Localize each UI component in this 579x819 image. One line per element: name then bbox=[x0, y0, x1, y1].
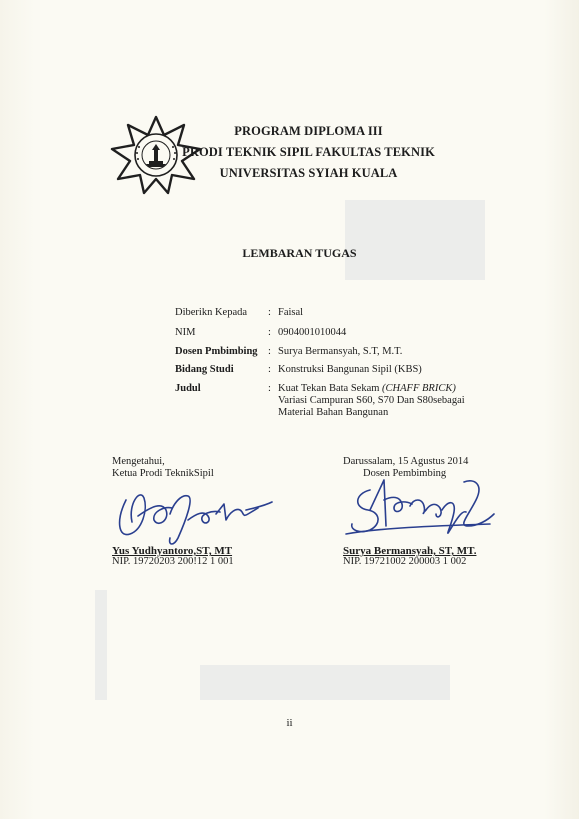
right-signatory-name: Surya Bermansyah, ST, MT. bbox=[343, 545, 477, 557]
field-separator: : bbox=[268, 383, 271, 394]
field-separator: : bbox=[268, 364, 271, 375]
right-signatory-nip: NIP. 19721002 200003 1 002 bbox=[343, 556, 467, 567]
field-separator: : bbox=[268, 346, 271, 357]
left-handwritten-signature bbox=[108, 480, 283, 552]
title-line: Variasi Campuran S60, S70 Dan S80sebagai bbox=[278, 395, 465, 406]
field-label: Bidang Studi bbox=[175, 364, 234, 375]
head-of-program-label: Ketua Prodi TeknikSipil bbox=[112, 468, 214, 479]
right-handwritten-signature bbox=[340, 470, 500, 550]
left-signatory-nip: NIP. 19720203 200!12 1 001 bbox=[112, 556, 234, 567]
field-value: 0904001010044 bbox=[278, 327, 347, 338]
field-separator: : bbox=[268, 307, 271, 318]
acknowledged-label: Mengetahui, bbox=[112, 456, 165, 467]
field-value: Surya Bermansyah, S.T, M.T. bbox=[278, 346, 403, 357]
place-date: Darussalam, 15 Agustus 2014 bbox=[343, 456, 469, 467]
faculty-title: PRODI TEKNIK SIPIL FAKULTAS TEKNIK bbox=[182, 145, 435, 159]
field-label: Judul bbox=[175, 383, 201, 394]
field-label: Diberikn Kepada bbox=[175, 307, 248, 318]
left-signatory-heading bbox=[112, 456, 214, 480]
left-signatory-name: Yus Yudhyantoro,ST, MT bbox=[112, 545, 233, 557]
bleed-through-mark bbox=[200, 665, 450, 700]
title-line: Material Bahan Bangunan bbox=[278, 407, 389, 418]
bleed-through-mark bbox=[95, 590, 107, 700]
field-value: Konstruksi Bangunan Sipil (KBS) bbox=[278, 364, 422, 375]
field-value bbox=[278, 383, 465, 419]
supervisor-label: Dosen Pembimbing bbox=[363, 468, 447, 479]
university-title: UNIVERSITAS SYIAH KUALA bbox=[219, 166, 398, 180]
field-separator: : bbox=[268, 327, 271, 338]
title-line: Kuat Tekan Bata Sekam (CHAFF BRICK) bbox=[278, 383, 456, 394]
field-label: NIM bbox=[175, 327, 196, 338]
bleed-through-mark bbox=[345, 200, 485, 280]
document-title: LEMBARAN TUGAS bbox=[242, 246, 357, 260]
program-title: PROGRAM DIPLOMA III bbox=[234, 124, 383, 138]
field-label: Dosen Pmbimbing bbox=[175, 346, 258, 357]
page-number: ii bbox=[286, 717, 293, 729]
field-value: Faisal bbox=[278, 307, 304, 318]
